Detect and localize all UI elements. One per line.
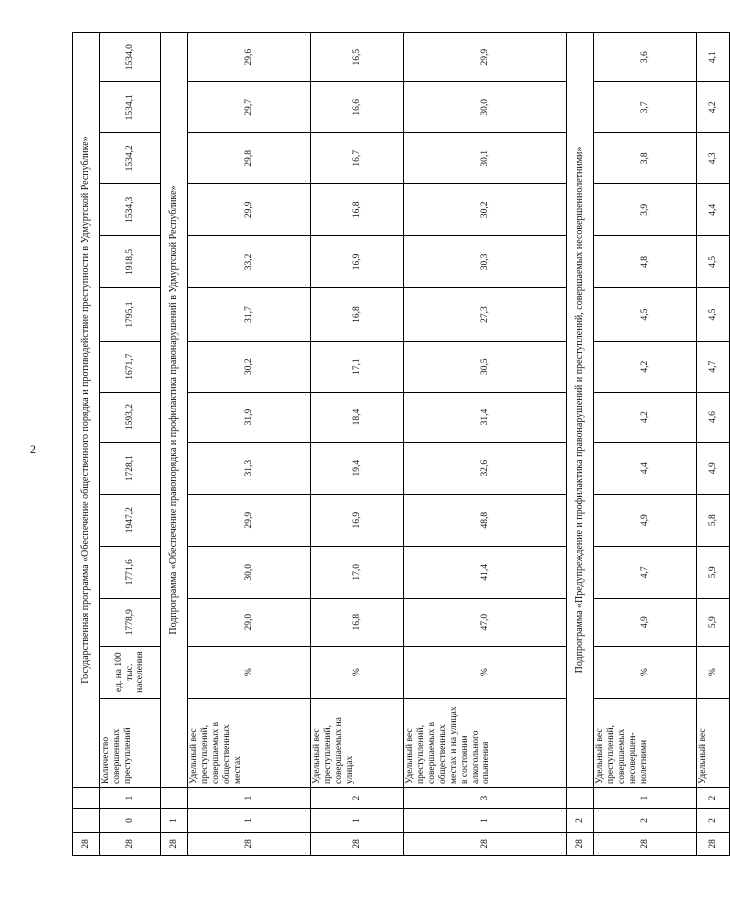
- value-cell: 41,4: [404, 546, 567, 598]
- code-cell: 28: [100, 832, 161, 855]
- value-cell: 4,2: [697, 82, 730, 133]
- unit-cell: %: [188, 646, 311, 698]
- code-cell: 2: [697, 809, 730, 832]
- value-cell: 3,7: [594, 82, 697, 133]
- unit-cell: ед. на 100 тыс. населения: [100, 646, 161, 698]
- table-row: [100, 33, 161, 856]
- value-cell: 1728,1: [100, 442, 161, 494]
- value-cell: 31,3: [188, 442, 311, 494]
- value-cell: 31,9: [188, 392, 311, 442]
- value-cell: 1593,2: [100, 392, 161, 442]
- value-cell: 30,2: [404, 184, 567, 236]
- code-cell: 1: [404, 809, 567, 832]
- table-row: [311, 33, 404, 856]
- value-cell: 16,8: [311, 288, 404, 341]
- value-cell: 5,9: [697, 546, 730, 598]
- value-cell: 1771,6: [100, 546, 161, 598]
- value-cell: 1534,0: [100, 33, 161, 82]
- value-cell: 33,2: [188, 236, 311, 288]
- value-cell: 29,9: [188, 184, 311, 236]
- value-cell: 17,0: [311, 546, 404, 598]
- unit-cell: %: [594, 646, 697, 698]
- value-cell: 4,4: [594, 442, 697, 494]
- value-cell: 4,5: [697, 236, 730, 288]
- value-cell: 29,8: [188, 133, 311, 184]
- value-cell: 16,8: [311, 184, 404, 236]
- code-cell: 2: [594, 809, 697, 832]
- value-cell: 4,8: [594, 236, 697, 288]
- code-cell: 1: [161, 809, 188, 832]
- page-number: 2: [30, 442, 36, 456]
- value-cell: 31,4: [404, 392, 567, 442]
- value-cell: 1534,2: [100, 133, 161, 184]
- section-row: [161, 33, 188, 856]
- value-cell: 1671,7: [100, 341, 161, 392]
- value-cell: 47,0: [404, 598, 567, 646]
- value-cell: 4,9: [594, 494, 697, 546]
- section-title-cell: Подпрограмма «Обеспечение правопорядка и профилактика правонарушений в Удмуртской Республике»: [161, 33, 188, 788]
- indicator-name-cell: Удельный вес преступлений, совершаемых в общественных местах: [188, 698, 311, 787]
- table-row: [188, 33, 311, 856]
- value-cell: 30,5: [404, 341, 567, 392]
- code-cell: [73, 788, 100, 809]
- value-cell: 1918,5: [100, 236, 161, 288]
- value-cell: 30,0: [404, 82, 567, 133]
- code-cell: 3: [404, 788, 567, 809]
- section-row: [73, 33, 100, 856]
- table-row: [404, 33, 567, 856]
- code-cell: 28: [697, 832, 730, 855]
- value-cell: 16,9: [311, 236, 404, 288]
- value-cell: 18,4: [311, 392, 404, 442]
- code-cell: 28: [188, 832, 311, 855]
- value-cell: 4,6: [697, 392, 730, 442]
- value-cell: 29,6: [188, 33, 311, 82]
- value-cell: 17,1: [311, 341, 404, 392]
- value-cell: 16,8: [311, 598, 404, 646]
- value-cell: 27,3: [404, 288, 567, 341]
- section-row: [567, 33, 594, 856]
- value-cell: 5,9: [697, 598, 730, 646]
- indicators-table: [72, 32, 730, 856]
- value-cell: 4,3: [697, 133, 730, 184]
- unit-cell: %: [697, 646, 730, 698]
- code-cell: [73, 809, 100, 832]
- value-cell: 1947,2: [100, 494, 161, 546]
- value-cell: 16,6: [311, 82, 404, 133]
- rotated-landscape-page: [72, 32, 718, 856]
- code-cell: 28: [161, 832, 188, 855]
- value-cell: 16,9: [311, 494, 404, 546]
- code-cell: [567, 788, 594, 809]
- value-cell: 4,2: [594, 341, 697, 392]
- value-cell: 3,6: [594, 33, 697, 82]
- code-cell: 2: [697, 788, 730, 809]
- unit-cell: %: [404, 646, 567, 698]
- value-cell: 32,6: [404, 442, 567, 494]
- value-cell: 29,0: [188, 598, 311, 646]
- table-row: [697, 33, 730, 856]
- value-cell: 16,5: [311, 33, 404, 82]
- value-cell: 48,8: [404, 494, 567, 546]
- section-title-cell: Подпрограмма «Предупреждение и профилактика правонарушений и преступлений, совершаемых несовершеннолетними»: [567, 33, 594, 788]
- code-cell: 0: [100, 809, 161, 832]
- indicator-name-cell: Удельный вес: [697, 698, 730, 787]
- value-cell: 29,7: [188, 82, 311, 133]
- code-cell: 28: [594, 832, 697, 855]
- unit-cell: %: [311, 646, 404, 698]
- value-cell: 4,7: [697, 341, 730, 392]
- code-cell: 1: [594, 788, 697, 809]
- value-cell: 4,4: [697, 184, 730, 236]
- value-cell: 3,9: [594, 184, 697, 236]
- value-cell: 30,1: [404, 133, 567, 184]
- section-title-cell: Государственная программа «Обеспечение общественного порядка и противодействие преступности в Удмуртской Республике»: [73, 33, 100, 788]
- indicator-name-cell: Удельный вес преступлений, совершаемых на улицах: [311, 698, 404, 787]
- value-cell: 4,1: [697, 33, 730, 82]
- value-cell: 1534,3: [100, 184, 161, 236]
- code-cell: [161, 788, 188, 809]
- code-cell: 1: [188, 788, 311, 809]
- value-cell: 4,5: [594, 288, 697, 341]
- code-cell: 28: [311, 832, 404, 855]
- code-cell: 2: [311, 788, 404, 809]
- code-cell: 28: [404, 832, 567, 855]
- value-cell: 1778,9: [100, 598, 161, 646]
- code-cell: 2: [567, 809, 594, 832]
- indicator-name-cell: Удельный вес преступлений, совершаемых несовершен-нолетними: [594, 698, 697, 787]
- indicator-name-cell: Количество совершенных преступлений: [100, 698, 161, 787]
- value-cell: 4,5: [697, 288, 730, 341]
- value-cell: 1795,1: [100, 288, 161, 341]
- code-cell: 28: [73, 832, 100, 855]
- value-cell: 4,9: [697, 442, 730, 494]
- value-cell: 29,9: [404, 33, 567, 82]
- value-cell: 30,2: [188, 341, 311, 392]
- indicator-name-cell: Удельный вес преступлений, совершаемых в общественных местах и на улицах в состоянии алкогольного опьянения: [404, 698, 567, 787]
- value-cell: 4,2: [594, 392, 697, 442]
- value-cell: 30,3: [404, 236, 567, 288]
- value-cell: 19,4: [311, 442, 404, 494]
- table-body: [73, 33, 730, 856]
- code-cell: 28: [567, 832, 594, 855]
- code-cell: 1: [311, 809, 404, 832]
- code-cell: 1: [188, 809, 311, 832]
- value-cell: 5,8: [697, 494, 730, 546]
- value-cell: 30,0: [188, 546, 311, 598]
- value-cell: 4,9: [594, 598, 697, 646]
- value-cell: 4,7: [594, 546, 697, 598]
- code-cell: 1: [100, 788, 161, 809]
- table-row: [594, 33, 697, 856]
- value-cell: 3,8: [594, 133, 697, 184]
- value-cell: 16,7: [311, 133, 404, 184]
- value-cell: 31,7: [188, 288, 311, 341]
- value-cell: 1534,1: [100, 82, 161, 133]
- value-cell: 29,9: [188, 494, 311, 546]
